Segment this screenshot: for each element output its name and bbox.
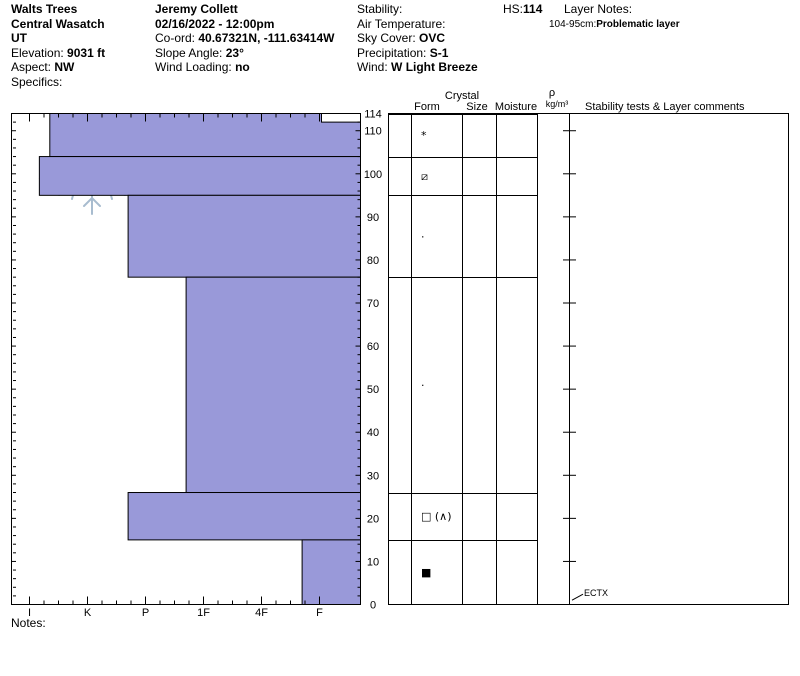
sky-value: OVC: [419, 31, 446, 46]
grain-form-symbol: ⧄: [421, 169, 428, 183]
wind-label: Wind:: [357, 60, 388, 75]
table-frame: [389, 114, 789, 605]
slope-value: 23°: [225, 45, 244, 60]
elevation-value: 9031 ft: [67, 45, 106, 60]
stability-test-arrow: [572, 594, 583, 600]
height-tick-label: 20: [366, 513, 380, 526]
height-tick-label: 100: [363, 168, 383, 181]
mountain-range: Central Wasatch: [11, 16, 105, 31]
col-header-stability: Stability tests & Layer comments: [585, 101, 745, 113]
height-tick-label: 110: [364, 125, 382, 138]
slope-label: Slope Angle:: [155, 45, 223, 60]
height-tick-label: 40: [366, 427, 380, 440]
wind-loading-label: Wind Loading:: [155, 60, 232, 75]
height-tick-label: 114: [364, 108, 382, 121]
col-header-size: Size: [466, 101, 488, 113]
hardness-tick-label: K: [83, 607, 92, 619]
height-tick-label: 60: [366, 341, 380, 354]
col-header-form: Form: [414, 101, 440, 113]
precip-label: Precipitation:: [357, 45, 427, 60]
aspect-value: NW: [54, 60, 75, 75]
hardness-layer-bar: [302, 540, 360, 605]
col-header-density-unit: kg/m³: [545, 99, 569, 109]
precip-value: S-1: [429, 45, 449, 60]
hardness-tick-label: 4F: [255, 607, 268, 619]
grain-form-symbol: ■: [421, 566, 432, 580]
hardness-layer-bar: [186, 277, 360, 492]
height-tick-label: 70: [366, 298, 380, 311]
layer-note-text: Problematic layer: [596, 19, 680, 30]
observation-datetime: 02/16/2022 - 12:00pm: [155, 16, 275, 31]
location-name: Walts Trees: [11, 2, 78, 16]
form-symbols: [421, 129, 452, 579]
grain-form-symbol: ·: [421, 230, 425, 244]
grain-form-symbol: ·: [421, 378, 425, 392]
height-tick-label: 80: [366, 254, 380, 267]
elevation-label: Elevation:: [11, 45, 64, 60]
hardness-tick-label: P: [141, 607, 150, 619]
hardness-layer-bar: [50, 114, 361, 157]
specifics-label: Specifics:: [11, 74, 63, 89]
hardness-layer-bar: [128, 195, 360, 277]
wind-value: W Light Breeze: [391, 60, 478, 75]
col-header-moisture: Moisture: [494, 101, 538, 113]
col-header-rho: ρ: [548, 87, 556, 99]
hardness-layers: [39, 114, 360, 605]
aspect-label: Aspect:: [11, 60, 52, 75]
height-tick-label: 10: [366, 556, 380, 569]
hardness-layer-bar: [39, 157, 360, 196]
hs-value: 114: [523, 2, 543, 16]
coord-label: Co-ord:: [155, 31, 196, 46]
hardness-tick-label: F: [316, 607, 323, 619]
layer-table: [388, 113, 789, 605]
hardness-layer-bar: [128, 493, 360, 540]
layer-notes-label: Layer Notes:: [564, 2, 633, 16]
layer-note-range: 104-95cm:: [549, 19, 597, 30]
height-tick-label: 0: [369, 599, 377, 612]
hardness-tick-label: 1F: [197, 607, 210, 619]
grain-form-symbol: □ (∧): [421, 510, 452, 524]
stability-test-markers: [572, 588, 608, 600]
air-temp-label: Air Temperature:: [357, 16, 446, 31]
height-tick-label: 30: [366, 470, 380, 483]
sky-label: Sky Cover:: [357, 31, 416, 46]
stability-label: Stability:: [357, 2, 403, 16]
hs-label: HS:: [503, 2, 524, 16]
height-tick-label: 90: [366, 211, 380, 224]
notes-label: Notes:: [11, 616, 46, 630]
observer-name: Jeremy Collett: [155, 2, 238, 16]
height-tick-label: 50: [366, 384, 380, 397]
table-headers: [414, 87, 745, 113]
snow-surface-marker: [322, 114, 361, 123]
grain-form-symbol: *: [421, 129, 427, 143]
stability-test-label: ECTX: [584, 588, 609, 599]
state: UT: [11, 31, 27, 46]
hardness-tick-label: I: [27, 607, 32, 619]
wind-loading-value: no: [235, 60, 250, 75]
col-header-crystal: Crystal: [444, 90, 480, 102]
coord-value: 40.67321N, -111.63414W: [198, 31, 335, 46]
